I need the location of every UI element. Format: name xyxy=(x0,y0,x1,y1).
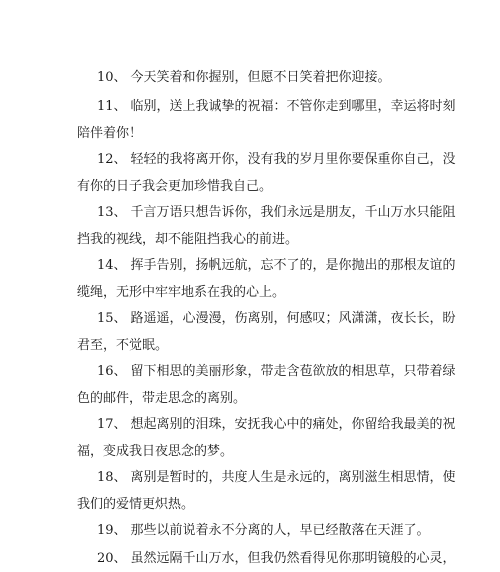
entry-line-continued: 陪伴着你！ xyxy=(77,126,143,141)
entry-14 xyxy=(77,252,456,306)
entry-line xyxy=(97,464,456,491)
entry-text: 今天笑着和你握别，但愿不日笑着把你迎接。 xyxy=(130,70,391,85)
entry-text: 轻轻的我将离开你，没有我的岁月里你要保重你自己，没 xyxy=(130,152,456,167)
entry-text: 挥手告别，扬帆远航，忘不了的，是你抛出的那根友谊的 xyxy=(130,258,456,273)
entry-number: 14、 xyxy=(97,258,127,273)
entry-line-continued: 色的邮件，带走思念的离别。 xyxy=(77,391,247,406)
entry-text: 千言万语只想告诉你，我们永远是朋友，千山万水只能阻 xyxy=(130,205,456,220)
entry-number: 15、 xyxy=(97,311,127,326)
entry-line xyxy=(97,64,409,91)
entry-20 xyxy=(97,545,456,572)
entry-line-continued: 我们的爱情更炽热。 xyxy=(77,497,195,512)
entry-10 xyxy=(97,64,409,91)
entry-number: 18、 xyxy=(97,470,127,485)
entry-line-continued: 福，变成我日夜思念的梦。 xyxy=(77,444,234,459)
entry-11 xyxy=(77,93,456,147)
entry-text: 留下相思的美丽形象，带走含苞欲放的相思草，只带着绿 xyxy=(130,364,456,379)
entry-number: 13、 xyxy=(97,205,127,220)
entry-15 xyxy=(77,305,456,359)
entry-text: 虽然远隔千山万水，但我仍然看得见你那明镜般的心灵， xyxy=(130,551,456,566)
entry-number: 20、 xyxy=(97,551,127,566)
entry-line-continued: 君至，不觉眠。 xyxy=(77,338,169,353)
entry-line xyxy=(97,305,456,332)
entry-17 xyxy=(77,411,456,465)
entry-number: 10、 xyxy=(97,70,127,85)
entry-line xyxy=(97,252,456,279)
entry-text: 那些以前说着永不分离的人，早已经散落在天涯了。 xyxy=(130,523,430,538)
entry-12 xyxy=(77,146,456,200)
entry-line xyxy=(97,545,456,572)
entry-19 xyxy=(97,517,430,544)
entry-line-continued: 有你的日子我会更加珍惜我自己。 xyxy=(77,179,273,194)
entry-13 xyxy=(77,199,456,253)
entry-number: 16、 xyxy=(97,364,127,379)
entry-number: 19、 xyxy=(97,523,127,538)
entry-text: 路遥遥，心漫漫，伤离别，何感叹；风潇潇，夜长长，盼 xyxy=(130,311,456,326)
entry-line xyxy=(97,411,456,438)
entry-18 xyxy=(77,464,456,518)
entry-line xyxy=(97,146,456,173)
entry-line xyxy=(97,517,430,544)
entry-line xyxy=(97,93,456,120)
entry-line xyxy=(97,358,456,385)
entry-text: 临别，送上我诚挚的祝福：不管你走到哪里，幸运将时刻 xyxy=(130,99,456,114)
entry-number: 12、 xyxy=(97,152,127,167)
entry-16 xyxy=(77,358,456,412)
entry-line xyxy=(97,199,456,226)
entry-number: 11、 xyxy=(97,99,127,114)
entry-text: 想起离别的泪珠，安抚我心中的痛处，你留给我最美的祝 xyxy=(130,417,456,432)
entry-line-continued: 挡我的视线，却不能阻挡我心的前进。 xyxy=(77,232,299,247)
entry-line-continued: 缆绳，无形中牢牢地系在我的心上。 xyxy=(77,285,286,300)
entry-number: 17、 xyxy=(97,417,127,432)
entry-text: 离别是暂时的，共度人生是永远的，离别滋生相思情，使 xyxy=(130,470,456,485)
